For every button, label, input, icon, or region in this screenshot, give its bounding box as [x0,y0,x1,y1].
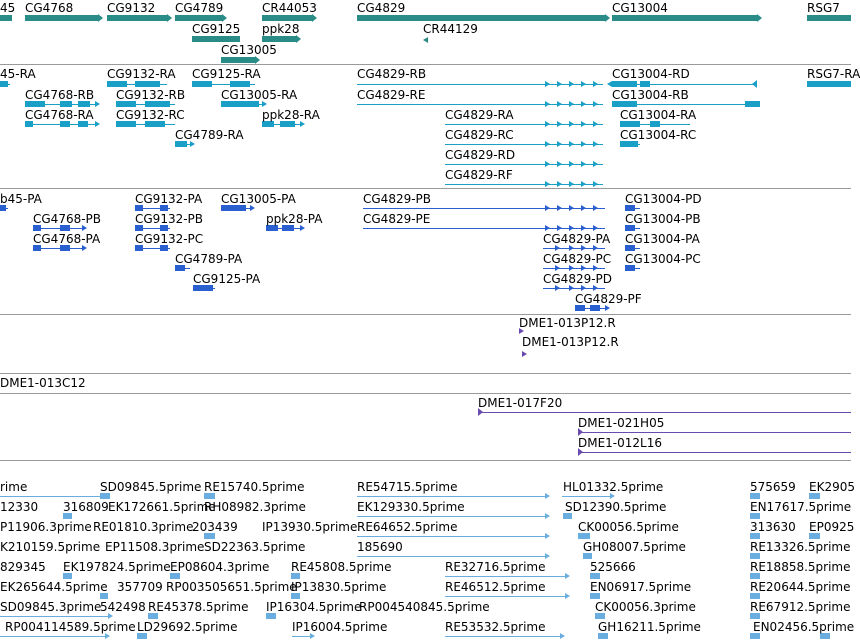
est-label[interactable]: GH16211.5prime [598,620,701,634]
strand-arrow [569,101,574,107]
strand-arrow [757,14,762,22]
strand-arrow [545,225,550,231]
strand-arrow [593,141,598,147]
feature-glyph [807,15,851,21]
est-label[interactable]: RP004540845.5prime [359,600,490,614]
strand-arrow [752,80,757,88]
transcript-label[interactable]: CG4829-RB [357,67,427,81]
feature-glyph [445,596,565,597]
transcript-label[interactable]: CG4829-RF [445,168,513,182]
feature-glyph [0,15,12,21]
est-label[interactable]: EK2905 [809,480,855,494]
gene-label[interactable]: CR44053 [262,1,317,15]
gene-label[interactable]: 45 [0,1,16,15]
est-label[interactable]: EP11508.3prime [105,540,205,554]
est-label[interactable]: SD09845.3prime [0,600,102,614]
strand-arrow [569,121,574,127]
est-label[interactable]: 525666 [590,560,636,574]
est-label[interactable]: EN17617.5prime [750,500,852,514]
est-label[interactable]: RE64652.5prime [357,520,458,534]
strand-arrow [557,205,562,211]
feature-glyph [357,516,545,517]
strand-arrow [569,161,574,167]
feature-glyph [612,81,637,87]
protein-label[interactable]: CG13004-PC [625,252,701,266]
protein-label[interactable]: CG4789-PA [175,252,243,266]
est-label[interactable]: RE45378.5prime [148,600,249,614]
est-label[interactable]: RE54715.5prime [357,480,458,494]
strand-arrow [545,533,550,539]
est-label[interactable]: RE46512.5prime [445,580,546,594]
feature-glyph [192,36,240,42]
feature-glyph [292,636,310,637]
track-separator [0,460,851,461]
feature-glyph [221,57,255,63]
strand-arrow [581,161,586,167]
protein-label[interactable]: b45-PA [0,192,42,206]
strand-arrow [545,81,550,87]
strand-arrow [581,181,586,187]
protein-label[interactable]: CG9125-PA [193,272,261,286]
gene-label[interactable]: CG9125 [192,22,241,36]
transcript-label[interactable]: CG4768-RB [25,88,95,102]
protein-label[interactable]: CG4768-PA [33,232,101,246]
est-label[interactable]: 316809 [63,500,109,514]
feature-glyph [107,81,127,87]
strand-arrow [557,141,562,147]
strand-arrow [569,81,574,87]
strand-arrow [222,14,227,22]
feature-glyph [578,452,851,453]
est-label[interactable]: 829345 [0,560,46,574]
strand-arrow [565,573,570,579]
est-label[interactable]: RE32716.5prime [445,560,546,574]
track-separator [0,314,851,315]
feature-glyph [578,432,851,433]
est-label[interactable]: rime [0,480,28,494]
est-label[interactable]: EN02456.5prime [753,620,855,634]
est-label[interactable]: 575659 [750,480,796,494]
strand-arrow [581,101,586,107]
dme-label[interactable]: DME1-017F20 [478,396,563,410]
feature-glyph [445,164,603,165]
strand-arrow [255,56,260,64]
strand-arrow [593,205,598,211]
feature-glyph [612,15,757,21]
est-label[interactable]: LD29692.5prime [137,620,238,634]
transcript-label[interactable]: CG9132-RC [116,108,185,122]
strand-arrow [557,225,562,231]
strand-arrow [581,141,586,147]
feature-glyph [357,104,603,105]
strand-arrow [545,101,550,107]
strand-arrow [593,225,598,231]
strand-arrow [98,14,103,22]
feature-glyph [0,496,105,497]
track-separator [0,393,851,394]
transcript-label[interactable]: CG13004-RB [612,88,689,102]
strand-arrow [522,351,527,357]
strand-arrow [607,81,612,87]
track-separator [0,64,851,65]
protein-label[interactable]: CG4829-PB [363,192,432,206]
est-label[interactable]: CK00056.5prime [578,520,679,534]
strand-arrow [581,81,586,87]
est-label[interactable]: 203439 [192,520,238,534]
strand-arrow [593,121,598,127]
est-label[interactable]: IP13930.5prime [262,520,358,534]
feature-glyph [0,616,108,617]
protein-label[interactable]: CG4829-PC [543,252,612,266]
gene-label[interactable]: ppk28 [262,22,300,36]
transcript-label[interactable]: CG13005-RA [221,88,298,102]
transcript-label[interactable]: CG9125-RA [192,67,261,81]
feature-glyph [0,636,105,637]
est-label[interactable]: RE13326.5prime [750,540,851,554]
strand-arrow [569,181,574,187]
transcript-label[interactable]: CG4829-RE [357,88,426,102]
est-label[interactable]: P11906.3prime [0,520,92,534]
est-label[interactable]: SD12390.5prime [565,500,667,514]
est-label[interactable]: K210159.5prime [0,540,101,554]
transcript-label[interactable]: CG4789-RA [175,128,244,142]
transcript-label[interactable]: RSG7-RA [807,67,860,81]
est-label[interactable]: 313630 [750,520,796,534]
protein-label[interactable]: CG13005-PA [221,192,296,206]
est-label[interactable]: IP13830.5prime [291,580,387,594]
strand-arrow [296,35,301,43]
est-label[interactable]: RE15740.5prime [204,480,305,494]
feature-glyph [0,81,8,87]
feature-glyph [135,81,160,87]
feature-glyph [107,15,167,21]
strand-arrow [581,225,586,231]
strand-arrow [557,81,562,87]
feature-glyph [445,184,603,185]
feature-glyph [262,36,296,42]
protein-label[interactable]: CG9132-PA [135,192,203,206]
est-label[interactable]: 185690 [357,540,403,554]
gene-label[interactable]: CG4768 [25,1,74,15]
strand-arrow [545,141,550,147]
transcript-label[interactable]: CG4829-RA [445,108,514,122]
strand-arrow [545,205,550,211]
protein-label[interactable]: CG13004-PA [625,232,700,246]
feature-glyph [357,84,603,85]
feature-glyph [445,576,565,577]
feature-glyph [25,15,98,21]
feature-glyph [445,124,603,125]
strand-arrow [581,205,586,211]
est-label[interactable]: 12330 [0,500,39,514]
est-label[interactable]: EN06917.5prime [590,580,692,594]
strand-arrow [557,101,562,107]
feature-glyph [357,536,545,537]
protein-label[interactable]: CG9132-PB [135,212,204,226]
dme-label[interactable]: DME1-021H05 [578,416,665,430]
feature-glyph [807,81,851,87]
feature-glyph [357,15,605,21]
protein-label[interactable]: CG13004-PB [625,212,701,226]
est-label[interactable]: EK197824.5prime [63,560,171,574]
feature-glyph [478,412,851,413]
est-label[interactable]: RH08982.3prime [204,500,306,514]
transcript-label[interactable]: CG13004-RA [620,108,697,122]
strand-arrow [581,121,586,127]
strand-arrow [312,14,317,22]
strand-arrow [565,593,570,599]
strand-arrow [95,101,100,107]
est-label[interactable]: RE18858.5prime [750,560,851,574]
strand-arrow [545,553,550,559]
protein-label[interactable]: CG4768-PB [33,212,102,226]
strand-arrow [605,14,610,22]
transcript-label[interactable]: ppk28-RA [262,108,320,122]
strand-arrow [560,633,565,639]
track-separator [0,373,851,374]
strand-arrow [557,121,562,127]
transcript-label[interactable]: CG4829-RD [445,148,516,162]
strand-arrow [569,141,574,147]
strand-arrow [545,121,550,127]
est-label[interactable]: IP16304.5prime [266,600,362,614]
strand-arrow [545,493,550,499]
gene-label[interactable]: CR44129 [423,22,478,36]
est-label[interactable]: GH08007.5prime [583,540,686,554]
est-label[interactable]: SD22363.5prime [204,540,306,554]
protein-label[interactable]: CG9132-PC [135,232,204,246]
protein-label[interactable]: CG13004-PD [625,192,702,206]
strand-arrow [593,101,598,107]
feature-glyph [640,81,650,87]
est-label[interactable]: EK265644.5prime [0,580,108,594]
gene-label[interactable]: RSG7 [807,1,840,15]
est-label[interactable]: RE20644.5prime [750,580,851,594]
est-label[interactable]: SD09845.5prime [100,480,202,494]
protein-label[interactable]: CG4829-PE [363,212,431,226]
transcript-label[interactable]: CG4829-RC [445,128,514,142]
est-label[interactable]: RP004114589.5prime [5,620,136,634]
est-label[interactable]: 357709 [117,580,163,594]
feature-glyph [262,15,312,21]
est-label[interactable]: IP16004.5prime [292,620,388,634]
transcript-label[interactable]: CG4768-RA [25,108,94,122]
dme-label[interactable]: DME1-013P12.R [519,316,616,330]
est-label[interactable]: HL01332.5prime [563,480,664,494]
est-label[interactable]: EP0925 [809,520,855,534]
feature-glyph [357,496,545,497]
feature-glyph [363,208,605,209]
track-separator [0,188,851,189]
est-label[interactable]: 542498 [100,600,146,614]
gene-label[interactable]: CG4789 [175,1,224,15]
gene-label[interactable]: CG13005 [221,43,277,57]
strand-arrow [557,161,562,167]
transcript-label[interactable]: CG9132-RA [107,67,176,81]
strand-arrow [545,513,550,519]
strand-arrow [167,14,172,22]
est-label[interactable]: RE45808.5prime [291,560,392,574]
gene-label[interactable]: CG13004 [612,1,668,15]
gene-label[interactable]: CG4829 [357,1,406,15]
transcript-label[interactable]: CG13004-RD [612,67,690,81]
strand-arrow [593,161,598,167]
strand-arrow [569,205,574,211]
est-label[interactable]: RP003505651.5prime [166,580,297,594]
strand-arrow [593,181,598,187]
est-label[interactable]: RE01810.3prime [93,520,194,534]
feature-glyph [745,101,760,107]
gene-label[interactable]: CG9132 [107,1,156,15]
feature-glyph [175,15,222,21]
est-label[interactable]: RE67912.5prime [750,600,851,614]
protein-label[interactable]: CG4829-PD [543,272,613,286]
strand-arrow [593,81,598,87]
est-label[interactable]: CK00056.3prime [595,600,696,614]
dme-label[interactable]: DME1-012L16 [578,436,662,450]
feature-glyph [357,556,545,557]
feature-glyph [445,636,560,637]
strand-arrow [95,121,100,127]
est-label[interactable]: EK172661.5prime [108,500,216,514]
dme-label[interactable]: DME1-013C12 [0,376,86,390]
protein-label[interactable]: CG4829-PF [575,292,642,306]
feature-glyph [562,496,610,497]
strand-arrow [545,161,550,167]
est-label[interactable]: EK129330.5prime [357,500,465,514]
transcript-label[interactable]: CG13004-RC [620,128,697,142]
strand-arrow [557,181,562,187]
feature-glyph [445,144,603,145]
feature-glyph [230,81,250,87]
dme-label[interactable]: DME1-013P12.R [522,335,619,349]
strand-arrow [545,181,550,187]
feature-glyph [192,81,212,87]
protein-label[interactable]: ppk28-PA [266,212,323,226]
est-label[interactable]: EP08604.3prime [170,560,270,574]
strand-arrow [423,37,428,43]
strand-arrow [569,225,574,231]
transcript-label[interactable]: 45-RA [0,67,36,81]
transcript-label[interactable]: CG9132-RB [116,88,186,102]
est-label[interactable]: RE53532.5prime [445,620,546,634]
protein-label[interactable]: CG4829-PA [543,232,611,246]
feature-glyph [363,228,605,229]
